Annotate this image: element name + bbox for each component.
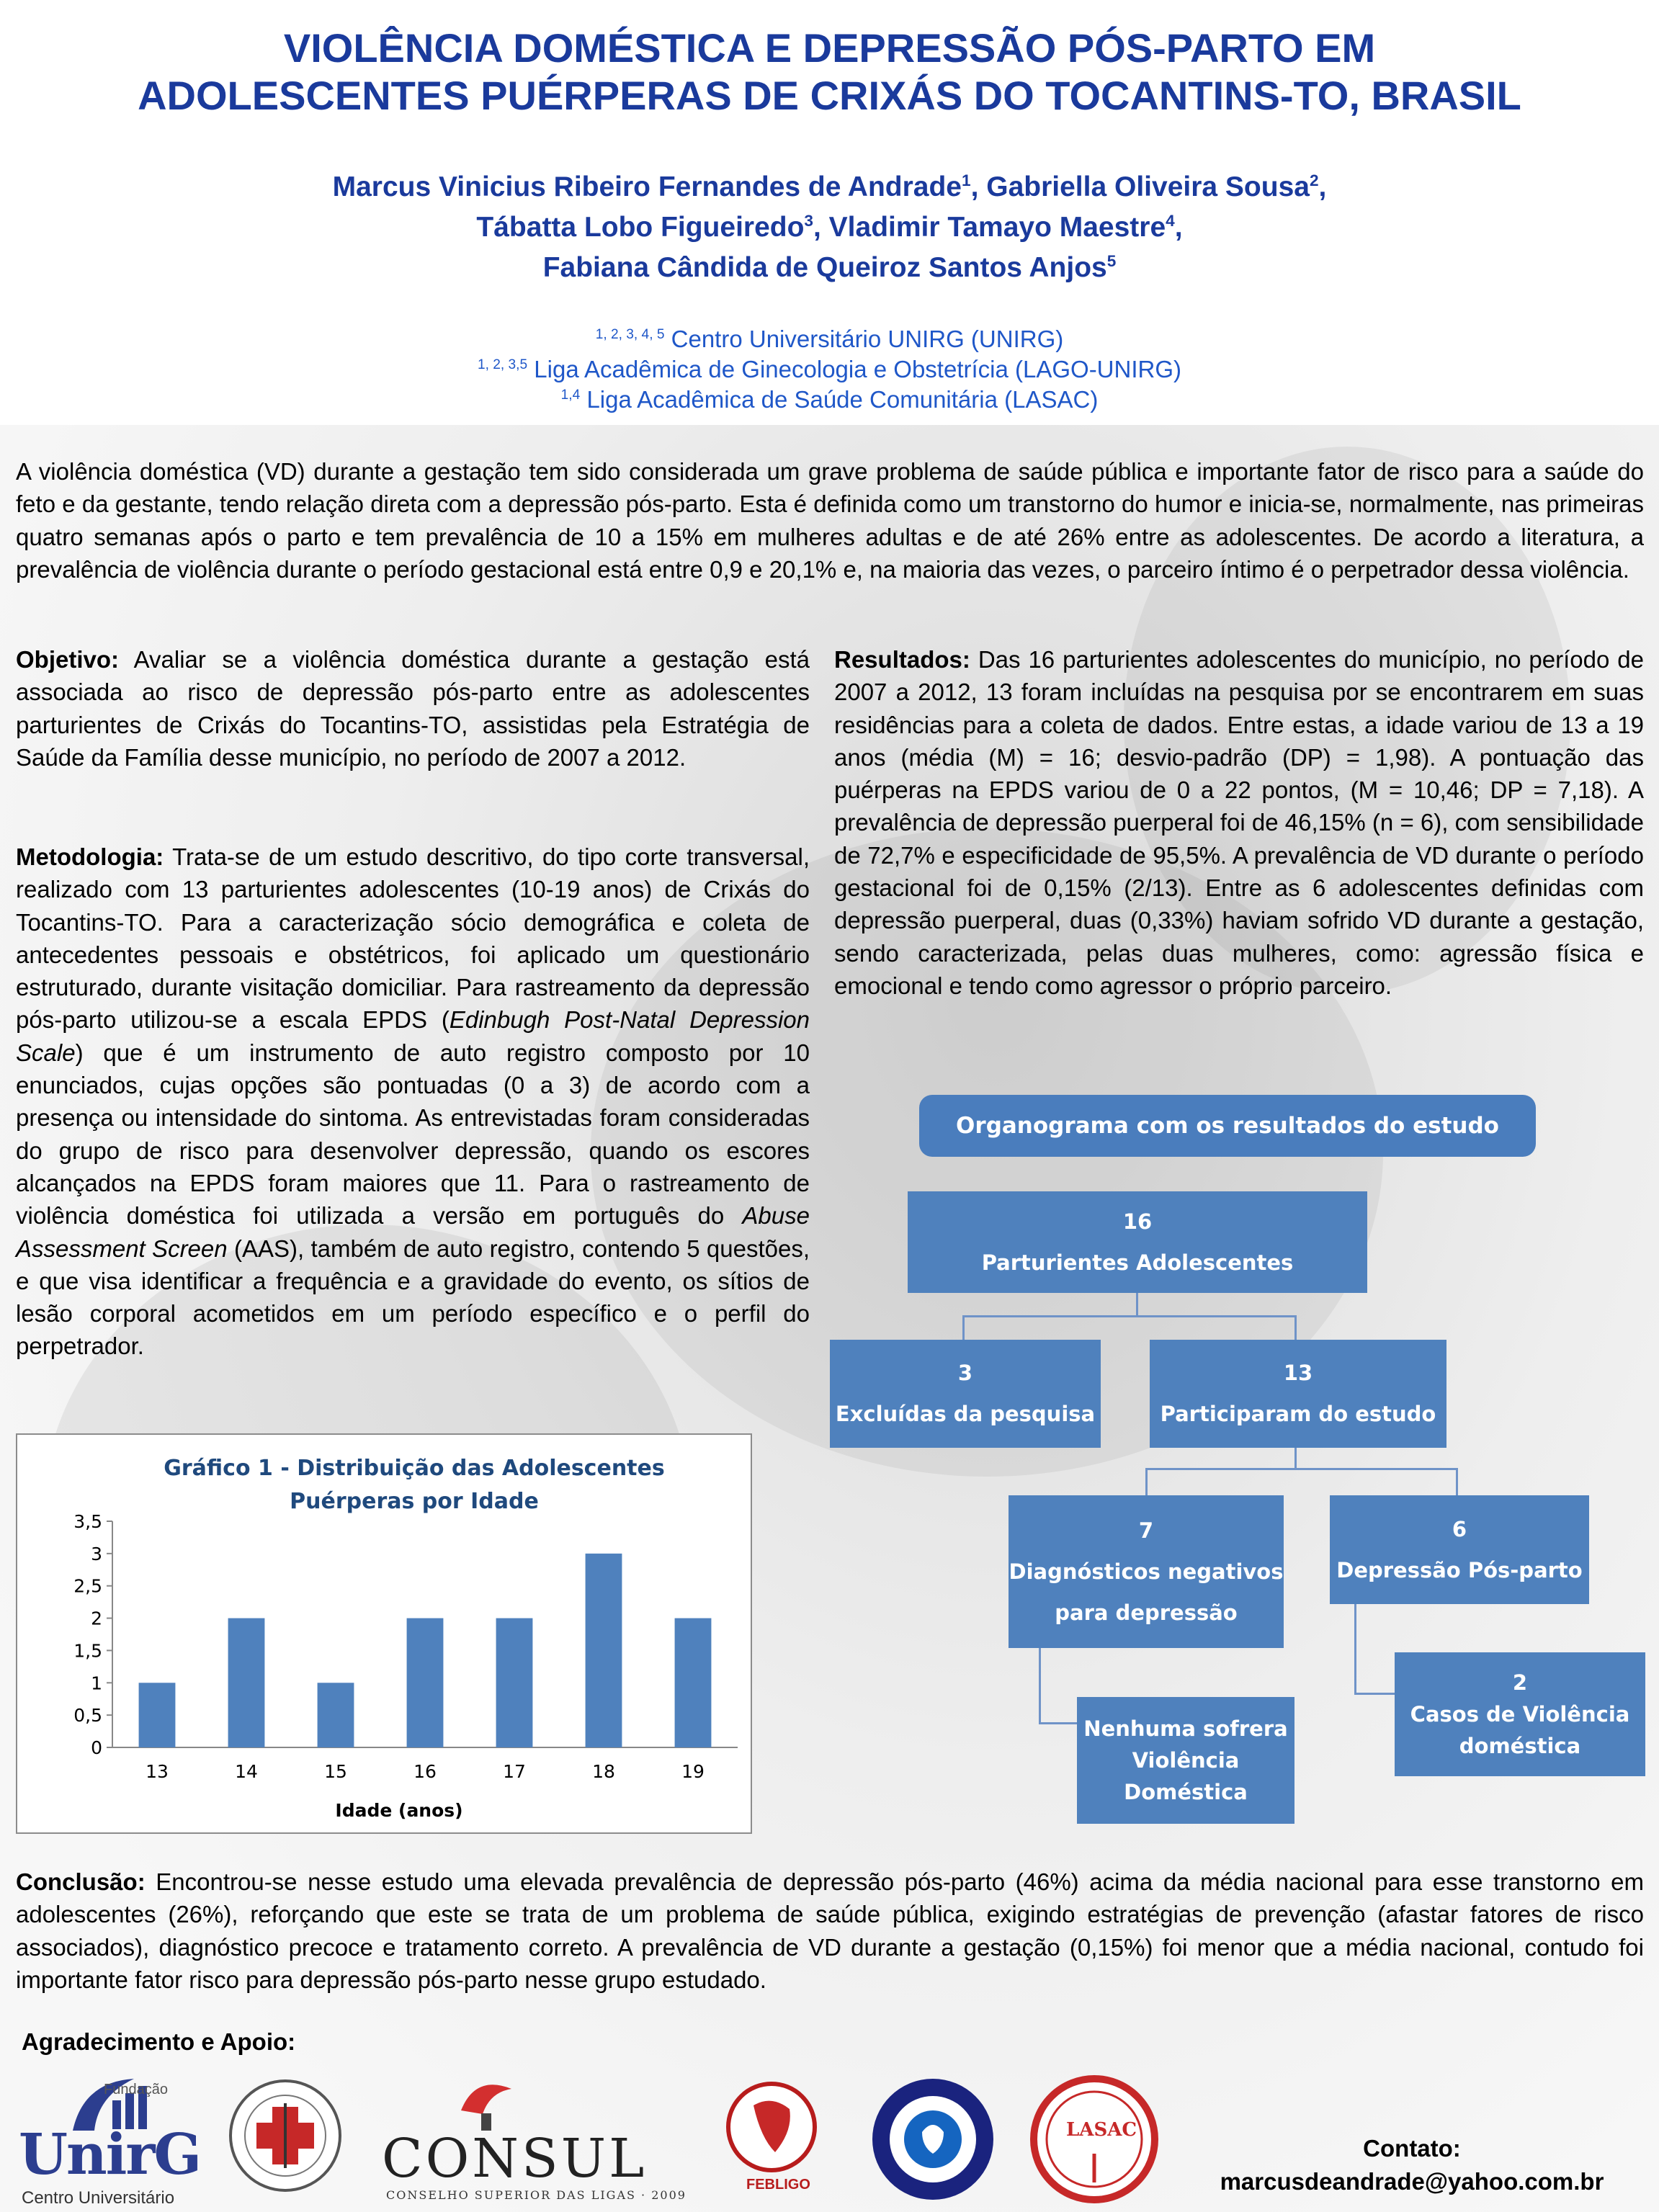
age-distribution-chart <box>16 1433 752 1834</box>
chart-title-line-1: Gráfico 1 - Distribuição das Adolescentes <box>164 1456 665 1481</box>
chart-bar-19 <box>675 1618 712 1747</box>
resultados-label: Resultados: <box>834 646 970 673</box>
author-name: Vladimir Tamayo Maestre <box>828 212 1166 243</box>
org-connector <box>962 1315 1297 1317</box>
org-ppd-label: Depressão Pós-parto <box>1336 1557 1583 1582</box>
chart-title-line-2: Puérperas por Idade <box>290 1489 539 1514</box>
org-no-violence-line-2: Violência <box>1132 1748 1240 1773</box>
metodologia-text-2: ) que é um instrumento de auto registro composto por 10 enunciados, cujas opções são pontuadas (0 a 3) de acordo com a presença ou intensidade do sintoma. As entrevistadas foram consideradas do grupo de risco para desenvolver depressão, quando os escores alcançados na EPDS foram maiores que 11. Para o rastreamento de violência doméstica foi utilizada a versão em português do <box>16 1039 810 1230</box>
affiliations <box>0 324 1659 415</box>
author-sup: 5 <box>1106 252 1117 270</box>
org-connector <box>1354 1693 1395 1695</box>
affiliation-text: Liga Acadêmica de Ginecologia e Obstetrícia (LAGO-UNIRG) <box>534 356 1181 382</box>
contact-block <box>1181 2132 1642 2198</box>
org-box-violence <box>1395 1652 1645 1776</box>
chart-bar-15 <box>318 1683 354 1747</box>
author-line-1 <box>0 167 1659 207</box>
affiliation-line <box>0 324 1659 354</box>
org-participated-count: 13 <box>1283 1361 1313 1385</box>
org-no-violence-line-1: Nenhuma sofrera <box>1083 1716 1288 1741</box>
org-connector <box>1294 1315 1297 1340</box>
author-separator: , <box>1174 212 1183 243</box>
author-list <box>0 167 1659 288</box>
title-line-1: VIOLÊNCIA DOMÉSTICA E DEPRESSÃO PÓS-PARTO EM <box>283 25 1376 71</box>
conclusao-label: Conclusão: <box>16 1868 146 1895</box>
chart-bar-13 <box>139 1683 176 1747</box>
consul-subtitle: CONSELHO SUPERIOR DAS LIGAS · 2009 <box>386 2188 687 2202</box>
unirg-wordmark: UnirG <box>19 2122 201 2188</box>
resultados-section <box>834 643 1644 1002</box>
contact-email[interactable]: marcusdeandrade@yahoo.com.br <box>1220 2168 1604 2195</box>
conclusao-text: Encontrou-se nesse estudo uma elevada prevalência de depressão pós-parto (46%) acima da média nacional para esse transtorno em adolescentes (26%), reforçando que este se trata de um problema de saúde pública, exigindo estratégias de prevenção (afastar fatores de risco associados), diagnóstico precoce e tratamento correto. A prevalência de VD durante a gestação (0,15%) foi menor que a média nacional, contudo foi importante fator risco para depressão pós-parto nesse grupo estudado. <box>16 1868 1644 1993</box>
affiliation-line <box>0 385 1659 415</box>
org-connector <box>1039 1722 1077 1724</box>
chart-x-tick-label: 15 <box>324 1761 347 1782</box>
author-name: Gabriella Oliveira Sousa <box>986 171 1310 202</box>
org-connector <box>1145 1468 1458 1470</box>
author-name: Fabiana Cândida de Queiroz Santos Anjos <box>542 252 1107 283</box>
lago-seal-icon <box>864 2074 1001 2204</box>
lasac-seal <box>1026 2074 1163 2204</box>
seal-cross-icon <box>228 2074 343 2197</box>
objetivo-label: Objetivo: <box>16 646 120 673</box>
org-box-excluded <box>830 1340 1101 1448</box>
org-violence-line-2: doméstica <box>1459 1734 1581 1758</box>
org-box-ppd <box>1330 1495 1589 1604</box>
affiliation-text: Centro Universitário UNIRG (UNIRG) <box>671 326 1064 352</box>
org-no-violence-line-3: Doméstica <box>1124 1780 1248 1804</box>
intro-paragraph: A violência doméstica (VD) durante a gestação tem sido considerada um grave problema de saúde pública e importante fator de risco para a saúde do feto e da gestante, tendo relação direta com a depressão pós-parto. Esta é definida como um transtorno do humor e inicia-se, normalmente, nas primeiras quatro semanas após o parto e tem prevalência de 10 a 15% em mulheres adultas e de até 26% entre as adolescentes. De acordo a literatura, a prevalência de violência durante o período gestacional está entre 0,9 e 20,1% e, na maioria das vezes, o parceiro íntimo é o perpetrador dessa violência. <box>16 458 1644 583</box>
chart-y-tick-label: 2 <box>91 1608 102 1629</box>
org-excluded-count: 3 <box>957 1361 973 1385</box>
contact-label: Contato: <box>1363 2135 1461 2162</box>
author-sup: 1 <box>962 171 971 189</box>
org-box-total <box>908 1191 1367 1293</box>
org-box-no-violence <box>1077 1697 1294 1824</box>
chart-svg <box>17 1435 751 1832</box>
febligo-logo <box>725 2080 826 2203</box>
chart-bar-18 <box>586 1554 622 1747</box>
org-negative-count: 7 <box>1138 1518 1154 1543</box>
metodologia-text-3: (AAS), também de auto registro, contendo 5 questões, e que visa identificar a frequência e a gravidade do evento, os sítios de lesão corporal acometidos em um período específico e o perfil do perpetrador. <box>16 1235 810 1360</box>
org-violence-lines <box>1410 1667 1630 1762</box>
affiliation-text: Liga Acadêmica de Saúde Comunitária (LASAC) <box>586 386 1099 413</box>
org-violence-count: 2 <box>1512 1670 1528 1695</box>
author-line-2 <box>0 207 1659 248</box>
org-box-participated <box>1150 1340 1446 1448</box>
chart-y-tick-label: 0 <box>91 1737 102 1758</box>
org-header-box <box>919 1095 1536 1157</box>
chart-bar-14 <box>228 1618 265 1747</box>
org-negative-line-1: Diagnósticos negativos <box>1009 1559 1284 1584</box>
chart-x-axis-label: Idade (anos) <box>335 1800 463 1821</box>
chart-y-tick-label: 1,5 <box>73 1640 102 1662</box>
lasac-wordmark: LASAC <box>1066 2119 1137 2141</box>
conclusao-section <box>16 1866 1644 1996</box>
org-header-label: Organograma com os resultados do estudo <box>956 1112 1499 1139</box>
author-sup: 2 <box>1309 171 1319 189</box>
unirg-subtitle: Centro Universitário <box>22 2188 175 2208</box>
affiliation-sup: 1,4 <box>560 388 581 403</box>
metodologia-section <box>16 841 810 1363</box>
title-line-2: ADOLESCENTES PUÉRPERAS DE CRIXÁS DO TOCANTINS-TO, BRASIL <box>138 73 1521 118</box>
consul-logo <box>382 2082 687 2204</box>
chart-y-tick-label: 3,5 <box>73 1511 102 1532</box>
chart-x-tick-label: 14 <box>235 1761 258 1782</box>
author-name: Marcus Vinicius Ribeiro Fernandes de Andrade <box>332 171 962 202</box>
chart-y-tick-label: 3 <box>91 1543 102 1564</box>
org-box-negative <box>1009 1495 1284 1648</box>
resultados-text: Das 16 parturientes adolescentes do município, no período de 2007 a 2012, 13 foram incluídas na pesquisa por se encontrarem em suas residências para a coleta de dados. Entre estas, a idade variou de 13 a 19 anos (média (M) = 16; desvio-padrão (DP) = 1,98). A pontuação das puérperas na EPDS variou de 0 a 22 pontos, (M = 10,46; DP = 7,18). A prevalência de depressão puerperal foi de 46,15% (n = 6), com sensibilidade de 72,7% e especificidade de 95,5%. A prevalência de VD durante o período gestacional foi de 0,15% (2/13). Entre as 6 adolescentes definidas com depressão puerperal, duas (0,33%) haviam sofrido VD durante a gestação, sendo caracterizada, pelas duas mulheres, como: agressão física e emocional e tendo como agressor o próprio parceiro. <box>834 646 1644 999</box>
chart-x-tick-label: 18 <box>592 1761 615 1782</box>
chart-bar-17 <box>496 1618 533 1747</box>
author-separator: , <box>970 171 987 202</box>
consul-wordmark: CONSUL <box>382 2128 648 2190</box>
chart-x-tick-label: 13 <box>146 1761 169 1782</box>
chart-x-tick-label: 17 <box>503 1761 526 1782</box>
metodologia-text-1: Trata-se de um estudo descritivo, do tipo corte transversal, realizado com 13 parturientes adolescentes (10-19 anos) de Crixás do Tocantins-TO. Para a caracterização sócio demográfica e coleta de antecedentes pessoais e obstétricos, foi aplicado um questionário estruturado, durante visitação domiciliar. Para rastreamento da depressão pós-parto utilizou-se a escala EPDS ( <box>16 843 810 1034</box>
org-connector <box>1294 1448 1297 1469</box>
torch-icon <box>454 2082 519 2132</box>
unirg-logo <box>19 2072 206 2208</box>
agradecimento-heading: Agradecimento e Apoio: <box>22 2028 296 2055</box>
chart-x-tick-label: 19 <box>681 1761 705 1782</box>
affiliation-sup: 1, 2, 3, 4, 5 <box>595 327 665 342</box>
metodologia-italic-aas: Abuse Assessment Screen <box>16 1202 810 1262</box>
affiliation-line <box>0 354 1659 385</box>
metodologia-label: Metodologia: <box>16 843 164 870</box>
org-violence-line-1: Casos de Violência <box>1410 1702 1630 1727</box>
org-total-label: Parturientes Adolescentes <box>981 1250 1294 1275</box>
author-sup: 4 <box>1166 212 1175 230</box>
org-connector <box>962 1315 965 1340</box>
org-ppd-count: 6 <box>1452 1516 1467 1541</box>
author-name: Tábatta Lobo Figueiredo <box>476 212 805 243</box>
org-connector <box>1145 1468 1148 1495</box>
lago-unirg-seal <box>864 2074 1001 2208</box>
chart-bar-16 <box>407 1618 444 1747</box>
febligo-wordmark: FEBLIGO <box>746 2177 810 2193</box>
medicine-foundation-seal <box>228 2074 343 2200</box>
chart-y-tick-label: 0,5 <box>73 1705 102 1727</box>
unirg-foundation-label: Fundação <box>104 2082 168 2097</box>
affiliation-sup: 1, 2, 3,5 <box>477 357 528 372</box>
org-participated-label: Participaram do estudo <box>1160 1402 1436 1426</box>
author-sup: 3 <box>804 212 813 230</box>
febligo-emblem-icon <box>725 2080 818 2174</box>
chart-y-tick-label: 2,5 <box>73 1575 102 1597</box>
objetivo-section <box>16 643 810 774</box>
chart-y-tick-label: 1 <box>91 1673 102 1694</box>
org-connector <box>1354 1604 1356 1695</box>
chart-x-tick-label: 16 <box>413 1761 437 1782</box>
org-excluded-label: Excluídas da pesquisa <box>835 1402 1096 1426</box>
objetivo-text: Avaliar se a violência doméstica durante a gestação está associada ao risco de depressão pós-parto entre as adolescentes parturientes de Crixás do Tocantins-TO, assistidas pela Estratégia de Saúde da Família desse município, no período de 2007 a 2012. <box>16 646 810 771</box>
author-line-3 <box>0 248 1659 288</box>
org-negative-line-2: para depressão <box>1055 1600 1238 1625</box>
author-separator: , <box>813 212 829 243</box>
org-total-count: 16 <box>1122 1209 1153 1234</box>
org-connector <box>1039 1648 1041 1724</box>
metodologia-italic-epds: Edinbugh Post-Natal Depression Scale <box>16 1006 810 1066</box>
org-no-violence-lines <box>1083 1713 1287 1808</box>
poster-title <box>0 24 1659 120</box>
org-connector <box>1456 1468 1458 1495</box>
author-separator: , <box>1318 171 1327 202</box>
